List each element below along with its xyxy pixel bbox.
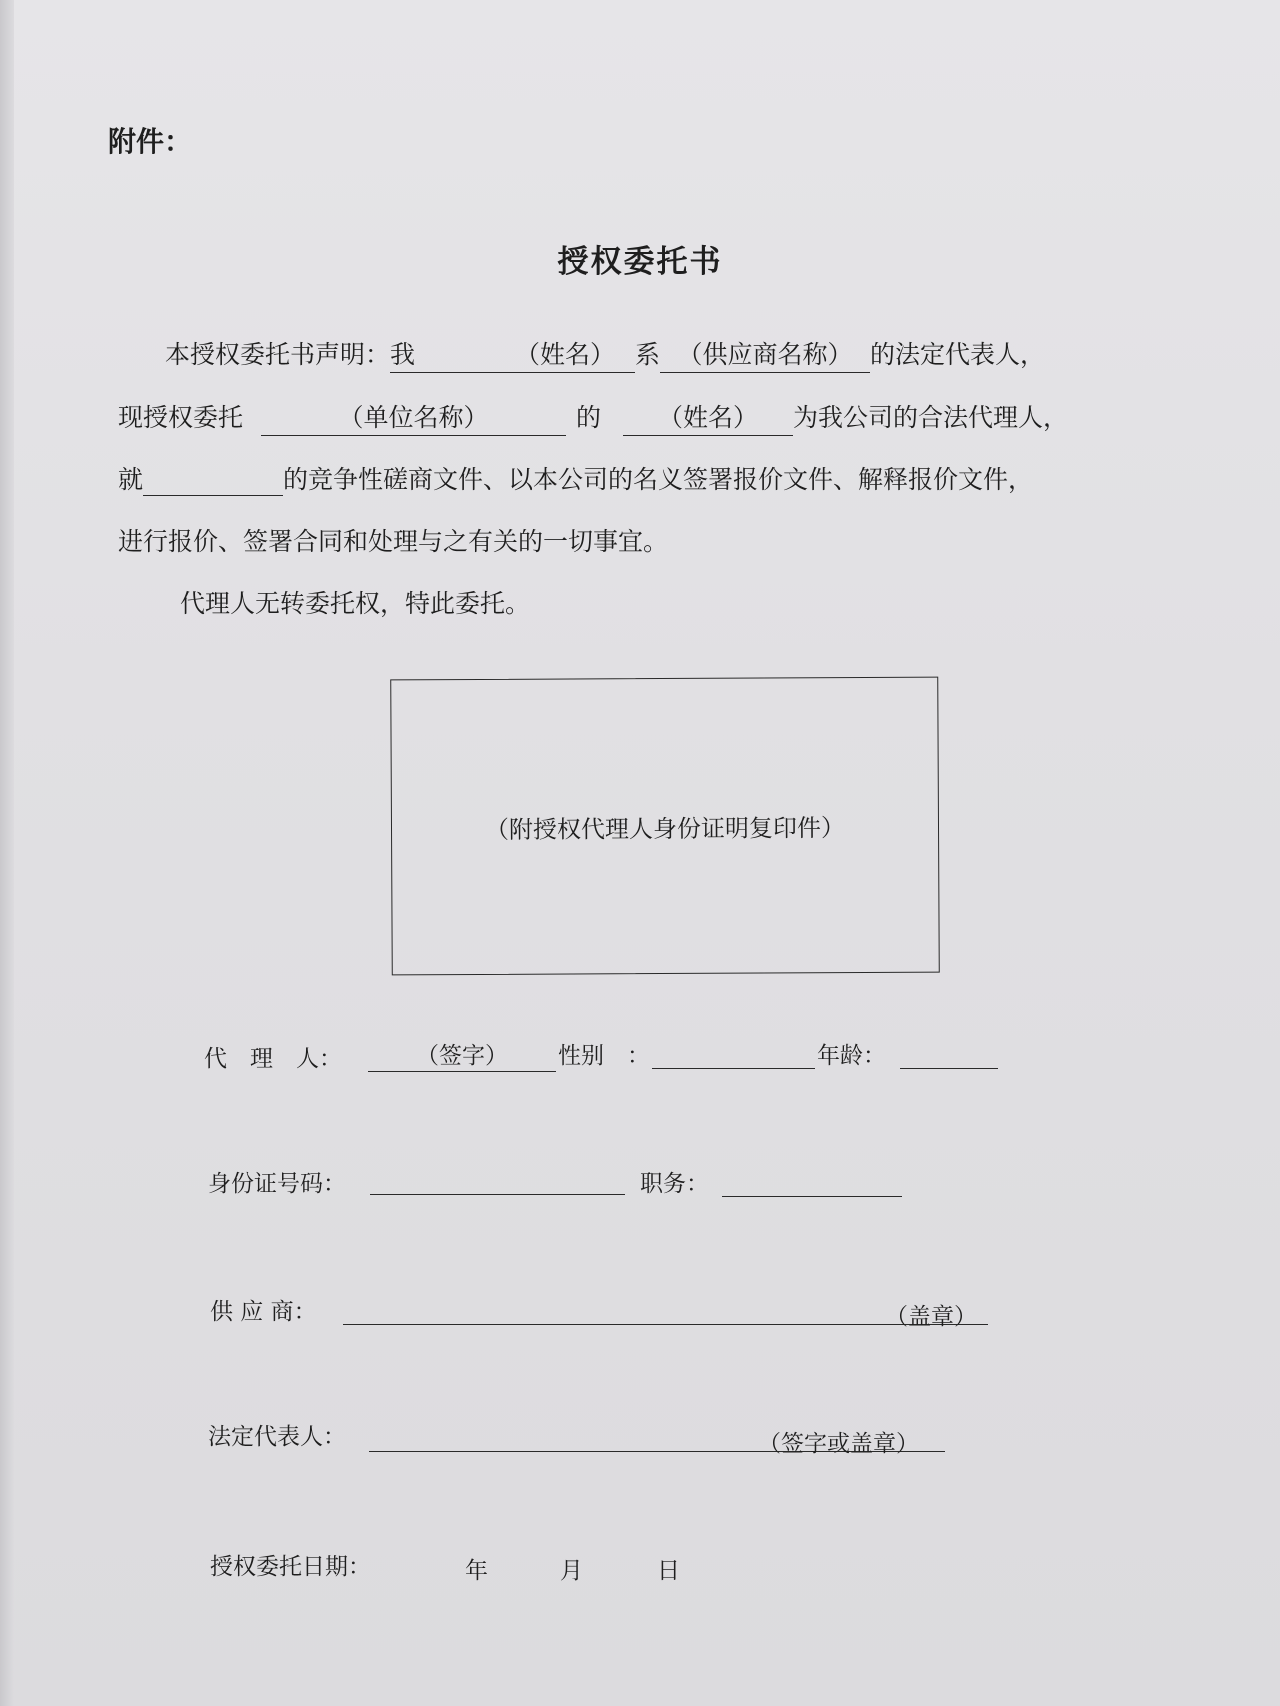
agent-sign-field[interactable] <box>368 1037 556 1072</box>
line1-name-blank <box>390 335 635 373</box>
id-copy-box <box>390 677 940 976</box>
body-line-3 <box>118 460 1033 496</box>
id-number-label: 身份证号码： <box>208 1171 346 1197</box>
position-field[interactable] <box>722 1196 902 1197</box>
line1-xi: 系 <box>635 340 661 369</box>
body-line-5: 代理人无转委托权，特此委托。 <box>180 589 531 618</box>
line2-de: 的 <box>576 403 602 432</box>
position-label: 职务： <box>640 1171 709 1197</box>
supplier-hint: （盖章） <box>885 1304 977 1330</box>
agent-sign-hint: （签字） <box>416 1043 508 1069</box>
date-day: 日 <box>657 1558 680 1584</box>
line3-project-blank <box>143 464 283 496</box>
attachment-label: 附件： <box>108 125 193 158</box>
line2-name-hint: （姓名） <box>658 403 759 432</box>
legal-rep-label: 法定代表人： <box>208 1424 346 1450</box>
body-line-4: 进行报价、签署合同和处理与之有关的一切事宜。 <box>118 527 669 556</box>
gender-label: 性别 ： <box>558 1043 650 1069</box>
line2-unit-hint: （单位名称） <box>338 403 489 432</box>
id-number-field[interactable] <box>370 1194 625 1195</box>
agent-label: 代 理 人： <box>204 1046 342 1072</box>
line3-prefix: 就 <box>118 465 144 494</box>
line1-prefix: 本授权委托书声明： <box>165 340 391 369</box>
date-label: 授权委托日期： <box>210 1554 371 1580</box>
supplier-label: 供 应 商： <box>210 1299 317 1325</box>
date-year: 年 <box>465 1558 488 1584</box>
line2-prefix: 现授权委托 <box>118 403 244 432</box>
document-title: 授权委托书 <box>557 244 723 280</box>
age-label: 年龄： <box>817 1043 886 1069</box>
body-line-1 <box>165 335 1045 373</box>
line1-suffix: 的法定代表人， <box>870 340 1046 369</box>
line2-suffix: 为我公司的合法代理人， <box>793 403 1069 432</box>
gender-field[interactable] <box>652 1068 815 1069</box>
line1-supplier-hint: （供应商名称） <box>677 340 853 369</box>
id-copy-label: （附授权代理人身份证明复印件） <box>484 813 846 844</box>
line3-suffix: 的竞争性磋商文件、以本公司的名义签署报价文件、解释报价文件， <box>283 465 1034 494</box>
line2-unit-blank <box>261 398 566 436</box>
legal-rep-hint: （签字或盖章） <box>758 1431 919 1457</box>
date-month: 月 <box>560 1558 583 1584</box>
body-line-2 <box>118 398 1068 436</box>
age-field[interactable] <box>900 1068 998 1069</box>
line1-name-hint: （姓名） <box>515 340 616 369</box>
line2-name-blank <box>623 398 793 436</box>
line1-supplier-blank <box>660 335 870 373</box>
line1-wo: 我 <box>390 340 416 369</box>
